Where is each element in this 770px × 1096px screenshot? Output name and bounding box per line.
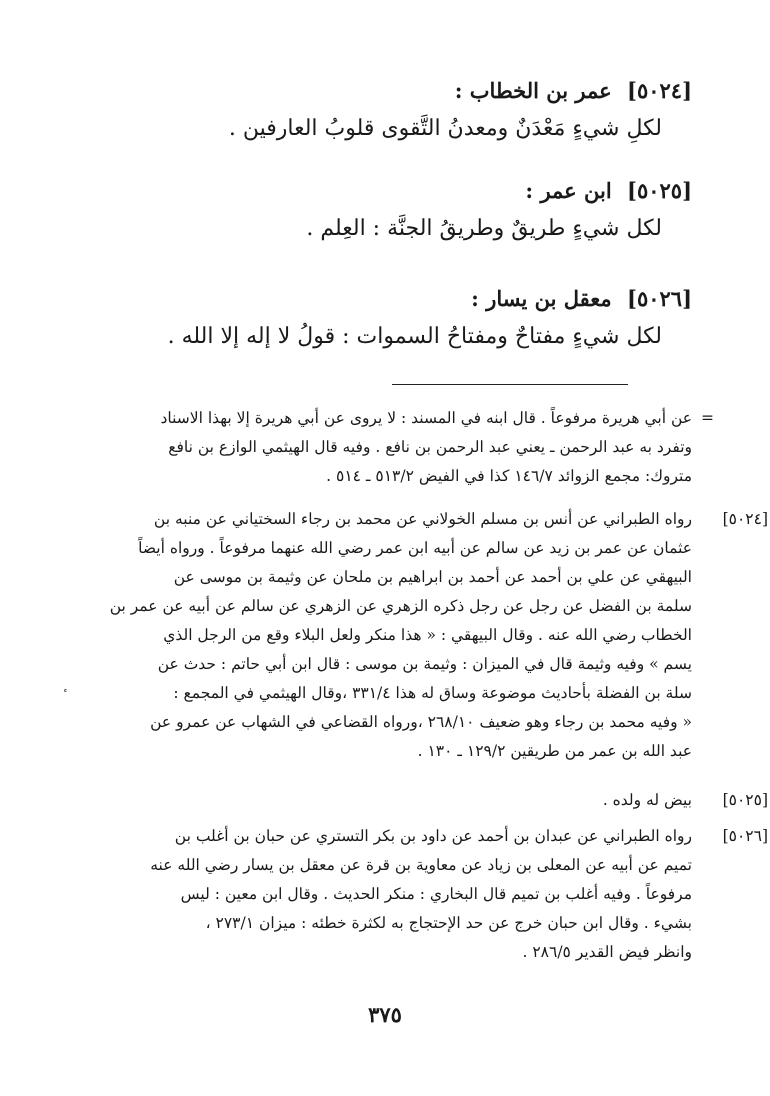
entry-heading — [52, 284, 692, 314]
footnote-number: [٥٠٢٥] — [722, 791, 768, 809]
footnote-line: رواه الطبراني عن أنس بن مسلم الخولاني عن محمد بن رجاء السختياني عن منبه بن — [153, 510, 692, 528]
entry-number: [٥٠٢٥] — [627, 178, 692, 203]
footnote-line: سلمة بن الفضل عن رجل عن رجل ذكره الزهري عن الزهري عن سالم عن أبيه عن عمر بن — [109, 597, 692, 615]
entry-hadith-text: لكل شيءٍ طريقٌ وطريقُ الجنَّة : العِلم . — [306, 216, 662, 241]
entry-hadith-text: لكلِ شيءٍ مَعْدَنٌ ومعدنُ التَّقوى قلوبُ العارفين . — [228, 116, 662, 141]
footnote-continuation — [80, 404, 714, 491]
continuation-mark: = — [701, 409, 714, 427]
footnote-line: تميم عن أبيه عن المعلى بن زياد عن معاوية بن قرة عن معقل بن يسار رضي الله عنه — [150, 856, 692, 874]
footnote-line: البيهقي عن علي بن أحمد عن أحمد بن ابراهيم بن ملحان عن وثيمة بن موسى عن — [173, 568, 692, 586]
footnote-line: « وفيه محمد بن رجاء وهو ضعيف ٢٦٨/١٠ ،ورواه القضاعي في الشهاب عن عمرو عن — [150, 713, 692, 731]
entry-heading — [52, 176, 692, 206]
footnote-line: بشيء . وقال ابن حبان خرج عن حد الإحتجاج به لكثرة خطئه : ميزان ٢٧٣/١ ، — [205, 914, 692, 932]
entry-5024 — [52, 76, 692, 146]
footnote-line: وانظر فيض القدير ٢٨٦/٥ . — [522, 943, 692, 961]
footnote-line: وتفرد به عبد الرحمن ـ يعني عبد الرحمن بن نافع . وفيه قال الهيثمي الوازع بن نافع — [168, 438, 692, 456]
footnote-line: رواه الطبراني عن عبدان بن أحمد عن داود بن بكر التستري عن حبان بن أغلب بن — [174, 827, 692, 845]
footnote-line: بيض له ولده . — [602, 791, 692, 809]
footnote-number: [٥٠٢٤] — [722, 510, 768, 528]
entry-heading — [52, 76, 692, 106]
footnote-line: عبد الله بن عمر من طريقين ١٢٩/٢ ـ ١٣٠ . — [417, 742, 692, 760]
footnote-line: عن أبي هريرة مرفوعاً . قال ابنه في المسند : لا يروى عن أبي هريرة إلا بهذا الاسناد — [160, 409, 692, 427]
footnote-5026 — [80, 822, 768, 967]
entry-narrator: معقل بن يسار : — [471, 286, 612, 311]
footnote-line: متروك: مجمع الزوائد ١٤٦/٧ كذا في الفيض ٥١٣/٢ ـ ٥١٤ . — [326, 467, 692, 485]
entry-5026 — [52, 284, 692, 354]
entry-hadith-text: لكل شيءٍ مفتاحٌ ومفتاحُ السموات : قولُ لا إله إلا الله . — [167, 324, 662, 349]
footnote-number: [٥٠٢٦] — [722, 827, 768, 845]
footnote-5025 — [80, 786, 768, 815]
footnote-line: مرفوعاً . وفيه أغلب بن تميم قال البخاري : منكر الحديث . وقال ابن معين : ليس — [180, 885, 692, 903]
page-number: ٣٧٥ — [368, 1002, 402, 1027]
footnote-line: الخطاب رضي الله عنه . وقال البيهقي : « هذا منكر ولعل البلاء وقع من الرجل الذي — [163, 626, 692, 644]
footnote-line: عثمان عن عمر بن زيد عن سالم عن أبيه ابن عمر رضي الله عنهما مرفوعاً . ورواه أيضاً — [138, 539, 692, 557]
footnote-line: سلة بن الفضلة بأحاديث موضوعة وساق له هذا ٣٣١/٤ ،وقال الهيثمي في المجمع : — [173, 684, 692, 702]
footnote-divider — [392, 384, 628, 385]
entry-number: [٥٠٢٦] — [627, 286, 692, 311]
entry-number: [٥٠٢٤] — [627, 78, 692, 103]
entry-narrator: ابن عمر : — [525, 178, 612, 203]
entry-5025 — [52, 176, 692, 246]
footnote-line: يسم » وفيه وثيمة قال في الميزان : وثيمة بن موسى : قال ابن أبي حاتم : حدث عن — [157, 655, 692, 673]
entry-narrator: عمر بن الخطاب : — [454, 78, 612, 103]
footnote-5024 — [80, 505, 768, 766]
